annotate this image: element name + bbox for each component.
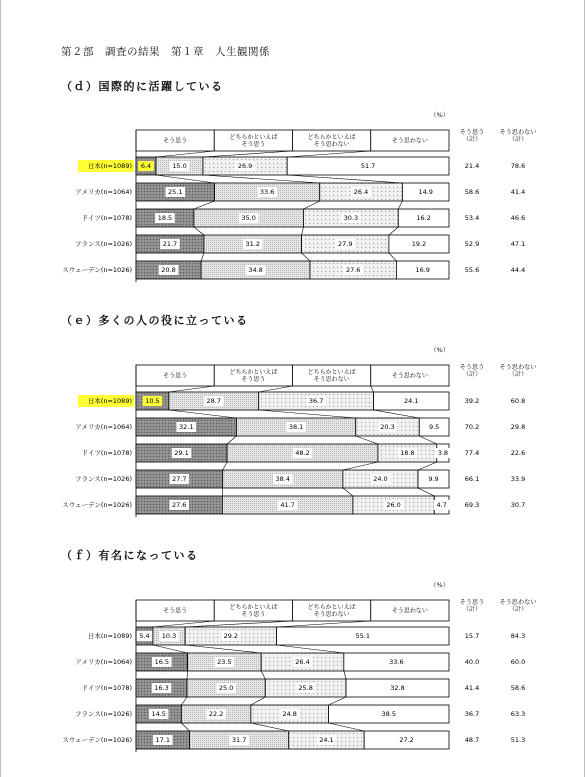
sum-disagree: 29.8	[510, 423, 526, 432]
legend-label: どちらかといえば	[229, 604, 278, 612]
connector-line	[287, 151, 371, 157]
data-label: 38.5	[381, 710, 396, 719]
data-label: 35.0	[241, 214, 256, 223]
sum-disagree: 78.6	[510, 162, 526, 171]
sum-agree: 41.4	[464, 684, 480, 693]
sum-agree: 39.2	[464, 397, 480, 406]
sum-header: （計）	[462, 606, 482, 613]
legend-label: そう思う	[163, 607, 188, 615]
connector-line	[302, 227, 304, 235]
data-label: 20.3	[380, 423, 395, 432]
connector-line	[187, 671, 188, 679]
sum-agree: 15.7	[464, 632, 480, 641]
sum-agree: 77.4	[464, 449, 480, 458]
sum-header: そう思う	[459, 364, 485, 371]
legend-label: どちらかといえば	[307, 604, 356, 612]
sum-header: （計）	[508, 606, 528, 613]
sum-agree: 48.7	[464, 736, 480, 745]
data-label: 48.2	[295, 449, 310, 458]
data-label: 29.1	[174, 449, 189, 458]
category-label: アメリカ(n=1064)	[75, 188, 132, 197]
category-label: 日本(n=1089)	[87, 397, 132, 406]
category-label: ドイツ(n=1078)	[81, 684, 132, 693]
legend-label: どちらかといえば	[229, 369, 278, 377]
legend-label: そう思う	[241, 611, 266, 619]
data-label: 20.8	[161, 266, 176, 275]
connector-line	[259, 386, 293, 392]
chart-title-d: （ｄ）国際的に活躍している	[61, 80, 224, 93]
sum-agree: 66.1	[464, 475, 480, 484]
category-label: フランス(n=1026)	[75, 240, 132, 249]
legend-label: そう思う	[241, 141, 266, 149]
connector-line	[194, 227, 204, 235]
data-label: 27.9	[337, 240, 353, 249]
data-label: 33.6	[259, 188, 275, 197]
sum-header: そう思わない	[499, 599, 537, 606]
sum-disagree: 33.9	[510, 475, 526, 484]
legend-label: そう思わない	[313, 141, 350, 149]
sum-disagree: 30.7	[510, 501, 526, 510]
data-label: 31.2	[245, 240, 260, 249]
data-label: 41.7	[280, 501, 295, 510]
connector-line	[169, 386, 214, 392]
connector-line	[251, 723, 289, 731]
sum-header: （計）	[462, 136, 482, 143]
data-label: 24.8	[282, 710, 297, 719]
data-label: 33.6	[389, 658, 404, 667]
sum-agree: 21.4	[464, 162, 480, 171]
sum-header: （計）	[508, 136, 528, 143]
data-label: 26.4	[295, 658, 310, 667]
sum-disagree: 44.4	[510, 266, 526, 275]
data-label: 10.5	[145, 397, 160, 406]
data-label: 5.4	[139, 632, 150, 641]
data-label: 55.1	[355, 632, 371, 641]
data-label: 38.1	[288, 423, 304, 432]
data-label: 28.7	[206, 397, 222, 406]
data-label: 36.7	[308, 397, 324, 406]
sum-header: そう思う	[459, 129, 485, 136]
sum-agree: 40.0	[464, 658, 480, 667]
legend-label: どちらかといえば	[307, 134, 356, 142]
data-label: 16.5	[154, 658, 170, 667]
unit-label-e: （%）	[430, 346, 450, 354]
sum-disagree: 58.6	[510, 684, 526, 693]
data-label: 9.9	[428, 475, 439, 484]
connector-line	[344, 671, 346, 679]
connector-line	[343, 462, 378, 470]
connector-line	[194, 201, 215, 209]
category-label: アメリカ(n=1064)	[75, 658, 132, 667]
data-label: 25.8	[298, 684, 313, 693]
connector-line	[153, 645, 188, 653]
connector-line	[398, 201, 402, 209]
chart-title-e: （ｅ）多くの人の役に立っている	[61, 314, 249, 327]
data-label: 10.3	[161, 632, 177, 641]
legend-label: そう思わない	[391, 372, 428, 380]
category-label: ドイツ(n=1078)	[81, 214, 132, 223]
page-header: 第２部 調査の結果 第１章 人生観関係	[61, 46, 270, 58]
category-label: フランス(n=1026)	[75, 475, 132, 484]
category-label: 日本(n=1089)	[87, 162, 132, 171]
data-label: 3.8	[437, 449, 449, 458]
data-label: 19.2	[411, 240, 427, 249]
legend-label: そう思わない	[313, 376, 350, 384]
data-label: 32.8	[390, 684, 405, 693]
data-label: 26.9	[237, 162, 253, 171]
sum-disagree: 84.3	[510, 632, 526, 641]
data-label: 24.0	[373, 475, 388, 484]
connector-line	[259, 410, 356, 418]
connector-line	[389, 253, 397, 261]
connector-line	[356, 436, 378, 444]
connector-line	[181, 697, 187, 705]
category-label: フランス(n=1026)	[75, 710, 132, 719]
connector-line	[261, 671, 265, 679]
connector-line	[223, 462, 227, 470]
sum-agree: 55.6	[464, 266, 480, 275]
data-label: 51.7	[360, 162, 376, 171]
legend-label: そう思わない	[391, 607, 428, 615]
sum-disagree: 46.6	[510, 214, 526, 223]
connector-line	[201, 253, 204, 261]
connector-line	[277, 621, 371, 627]
sum-disagree: 60.0	[510, 658, 526, 667]
sum-header: そう思わない	[499, 364, 537, 371]
connector-line	[185, 621, 292, 627]
data-label: 34.8	[248, 266, 263, 275]
sum-header: （計）	[462, 371, 482, 378]
legend-label: そう思う	[163, 372, 188, 380]
chart-title-f: （ｆ）有名になっている	[61, 549, 199, 562]
sum-agree: 53.4	[464, 214, 480, 223]
data-label: 29.2	[223, 632, 239, 641]
data-label: 21.7	[162, 240, 178, 249]
connector-line	[251, 697, 265, 705]
connector-line	[185, 645, 261, 653]
data-label: 31.7	[231, 736, 247, 745]
sum-disagree: 51.3	[510, 736, 526, 745]
category-label: アメリカ(n=1064)	[75, 423, 132, 432]
category-label: ドイツ(n=1078)	[81, 449, 132, 458]
chart-f	[0, 592, 585, 752]
connector-line	[169, 410, 237, 418]
data-label: 14.9	[418, 188, 433, 197]
sum-header: そう思わない	[499, 129, 537, 136]
sum-disagree: 47.1	[510, 240, 526, 249]
data-label: 27.2	[399, 736, 414, 745]
data-label: 17.1	[155, 736, 171, 745]
connector-line	[181, 723, 189, 731]
data-label: 16.2	[416, 214, 431, 223]
sum-header: （計）	[508, 371, 528, 378]
sum-agree: 69.3	[464, 501, 480, 510]
sum-disagree: 22.6	[510, 449, 526, 458]
connector-line	[156, 175, 215, 183]
legend-label: そう思わない	[391, 137, 428, 145]
data-label: 16.3	[154, 684, 169, 693]
connector-line	[277, 645, 344, 653]
legend-label: どちらかといえば	[229, 134, 278, 142]
chart-d	[0, 122, 585, 282]
connector-line	[418, 462, 437, 470]
connector-line	[302, 253, 310, 261]
data-label: 22.2	[208, 710, 224, 719]
data-label: 24.1	[404, 397, 419, 406]
connector-line	[328, 697, 346, 705]
data-label: 26.0	[386, 501, 401, 510]
data-label: 24.1	[319, 736, 334, 745]
sum-disagree: 60.8	[510, 397, 526, 406]
category-label: スウェーデン(n=1026)	[62, 736, 132, 745]
category-label: 日本(n=1089)	[87, 632, 132, 641]
unit-label-d: （%）	[430, 111, 450, 119]
legend-label: そう思わない	[313, 611, 350, 619]
connector-line	[156, 151, 214, 157]
data-label: 9.5	[428, 423, 440, 432]
sum-agree: 36.7	[464, 710, 480, 719]
connector-line	[389, 227, 398, 235]
data-label: 18.5	[157, 214, 173, 223]
connector-line	[328, 723, 364, 731]
data-label: 14.5	[151, 710, 166, 719]
connector-line	[227, 436, 236, 444]
connector-line	[343, 488, 353, 496]
data-label: 25.1	[168, 188, 183, 197]
data-label: 23.5	[217, 658, 232, 667]
sum-agree: 52.9	[464, 240, 480, 249]
data-label: 15.0	[172, 162, 187, 171]
unit-label-f: （%）	[430, 581, 450, 589]
chart-e	[0, 357, 585, 517]
connector-line	[203, 151, 293, 157]
data-label: 27.7	[172, 475, 187, 484]
data-label: 6.4	[140, 162, 152, 171]
legend-label: どちらかといえば	[307, 369, 356, 377]
category-label: スウェーデン(n=1026)	[62, 501, 132, 510]
legend-label: そう思う	[241, 376, 266, 384]
data-label: 27.6	[345, 266, 361, 275]
connector-line	[418, 488, 434, 496]
sum-header: そう思う	[459, 599, 485, 606]
data-label: 18.8	[400, 449, 415, 458]
connector-line	[303, 201, 319, 209]
data-label: 26.4	[353, 188, 369, 197]
data-label: 38.4	[275, 475, 291, 484]
sum-agree: 58.6	[464, 188, 480, 197]
data-label: 32.1	[178, 423, 194, 432]
category-label: スウェーデン(n=1026)	[62, 266, 132, 275]
connector-line	[419, 436, 437, 444]
sum-disagree: 63.3	[510, 710, 526, 719]
connector-line	[374, 410, 420, 418]
sum-agree: 70.2	[464, 423, 480, 432]
data-label: 16.9	[415, 266, 430, 275]
connector-line	[371, 386, 374, 392]
sum-disagree: 41.4	[510, 188, 526, 197]
data-label: 27.6	[171, 501, 187, 510]
data-label: 30.3	[343, 214, 359, 223]
data-label: 25.0	[218, 684, 234, 693]
data-label: 4.7	[436, 501, 447, 510]
legend-label: そう思う	[163, 137, 188, 145]
